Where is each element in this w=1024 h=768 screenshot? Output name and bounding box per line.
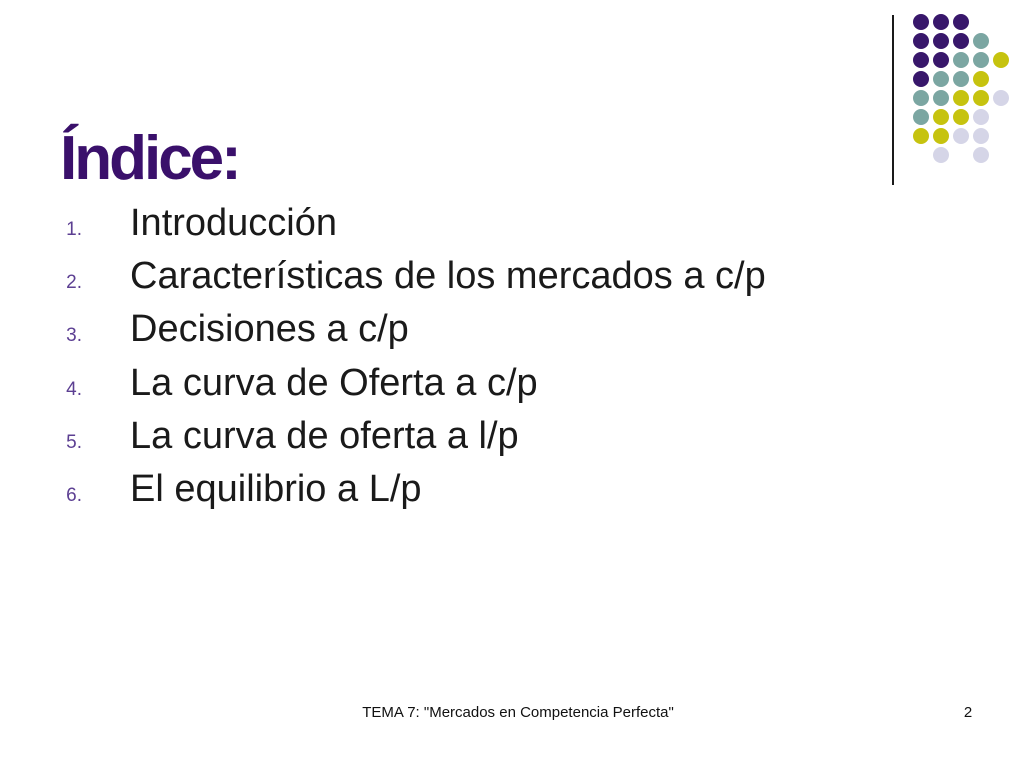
decorative-dot [973, 71, 989, 87]
slide-title: Índice: [60, 123, 239, 193]
decorative-dot [913, 33, 929, 49]
list-item-number: 6. [66, 484, 82, 506]
decorative-dot [933, 33, 949, 49]
list-item [40, 255, 900, 308]
list-item-label: El equilibrio a L/p [130, 467, 422, 510]
decorative-dot [933, 147, 949, 163]
list-item [40, 202, 900, 255]
decorative-dot [953, 33, 969, 49]
decorative-dot [913, 52, 929, 68]
decorative-dot [933, 14, 949, 30]
decorative-dot [973, 128, 989, 144]
decorative-dot [913, 109, 929, 125]
list-item-number: 2. [66, 272, 82, 294]
decorative-dot [933, 71, 949, 87]
list-item-label: Características de los mercados a c/p [130, 255, 766, 298]
decorative-dot [933, 52, 949, 68]
list-item-label: Introducción [130, 202, 338, 244]
decorative-dot [973, 33, 989, 49]
list-item-number: 3. [66, 325, 82, 347]
decorative-dot [913, 71, 929, 87]
list-item-label: La curva de Oferta a c/p [130, 361, 538, 404]
decorative-dot [973, 90, 989, 106]
decorative-dot [933, 128, 949, 144]
decorative-dot [973, 52, 989, 68]
decorative-dot [953, 71, 969, 87]
decorative-dot [973, 147, 989, 163]
decorative-dot [953, 90, 969, 106]
list-item-number: 1. [66, 219, 82, 240]
decorative-dot [953, 52, 969, 68]
list-item [40, 415, 900, 468]
list-item-number: 5. [66, 431, 82, 453]
decorative-dot [913, 14, 929, 30]
decorative-dot [933, 90, 949, 106]
list-item-label: La curva de oferta a l/p [130, 414, 519, 457]
decorative-dot [953, 128, 969, 144]
table-of-contents [40, 202, 900, 521]
footer-title: TEMA 7: "Mercados en Competencia Perfecta" [362, 704, 674, 721]
decorative-dot [933, 109, 949, 125]
list-item [40, 468, 900, 521]
decorative-dot [993, 90, 1009, 106]
decorative-dot [913, 128, 929, 144]
page-number: 2 [963, 704, 973, 721]
decorative-vertical-rule [892, 15, 894, 185]
list-item [40, 308, 900, 361]
list-item-number: 4. [66, 378, 82, 400]
decorative-dot [953, 109, 969, 125]
decorative-dot [993, 52, 1009, 68]
list-item [40, 362, 900, 415]
decorative-dot [953, 14, 969, 30]
decorative-dot [913, 90, 929, 106]
list-item-label: Decisiones a c/p [130, 308, 409, 351]
decorative-dot [973, 109, 989, 125]
